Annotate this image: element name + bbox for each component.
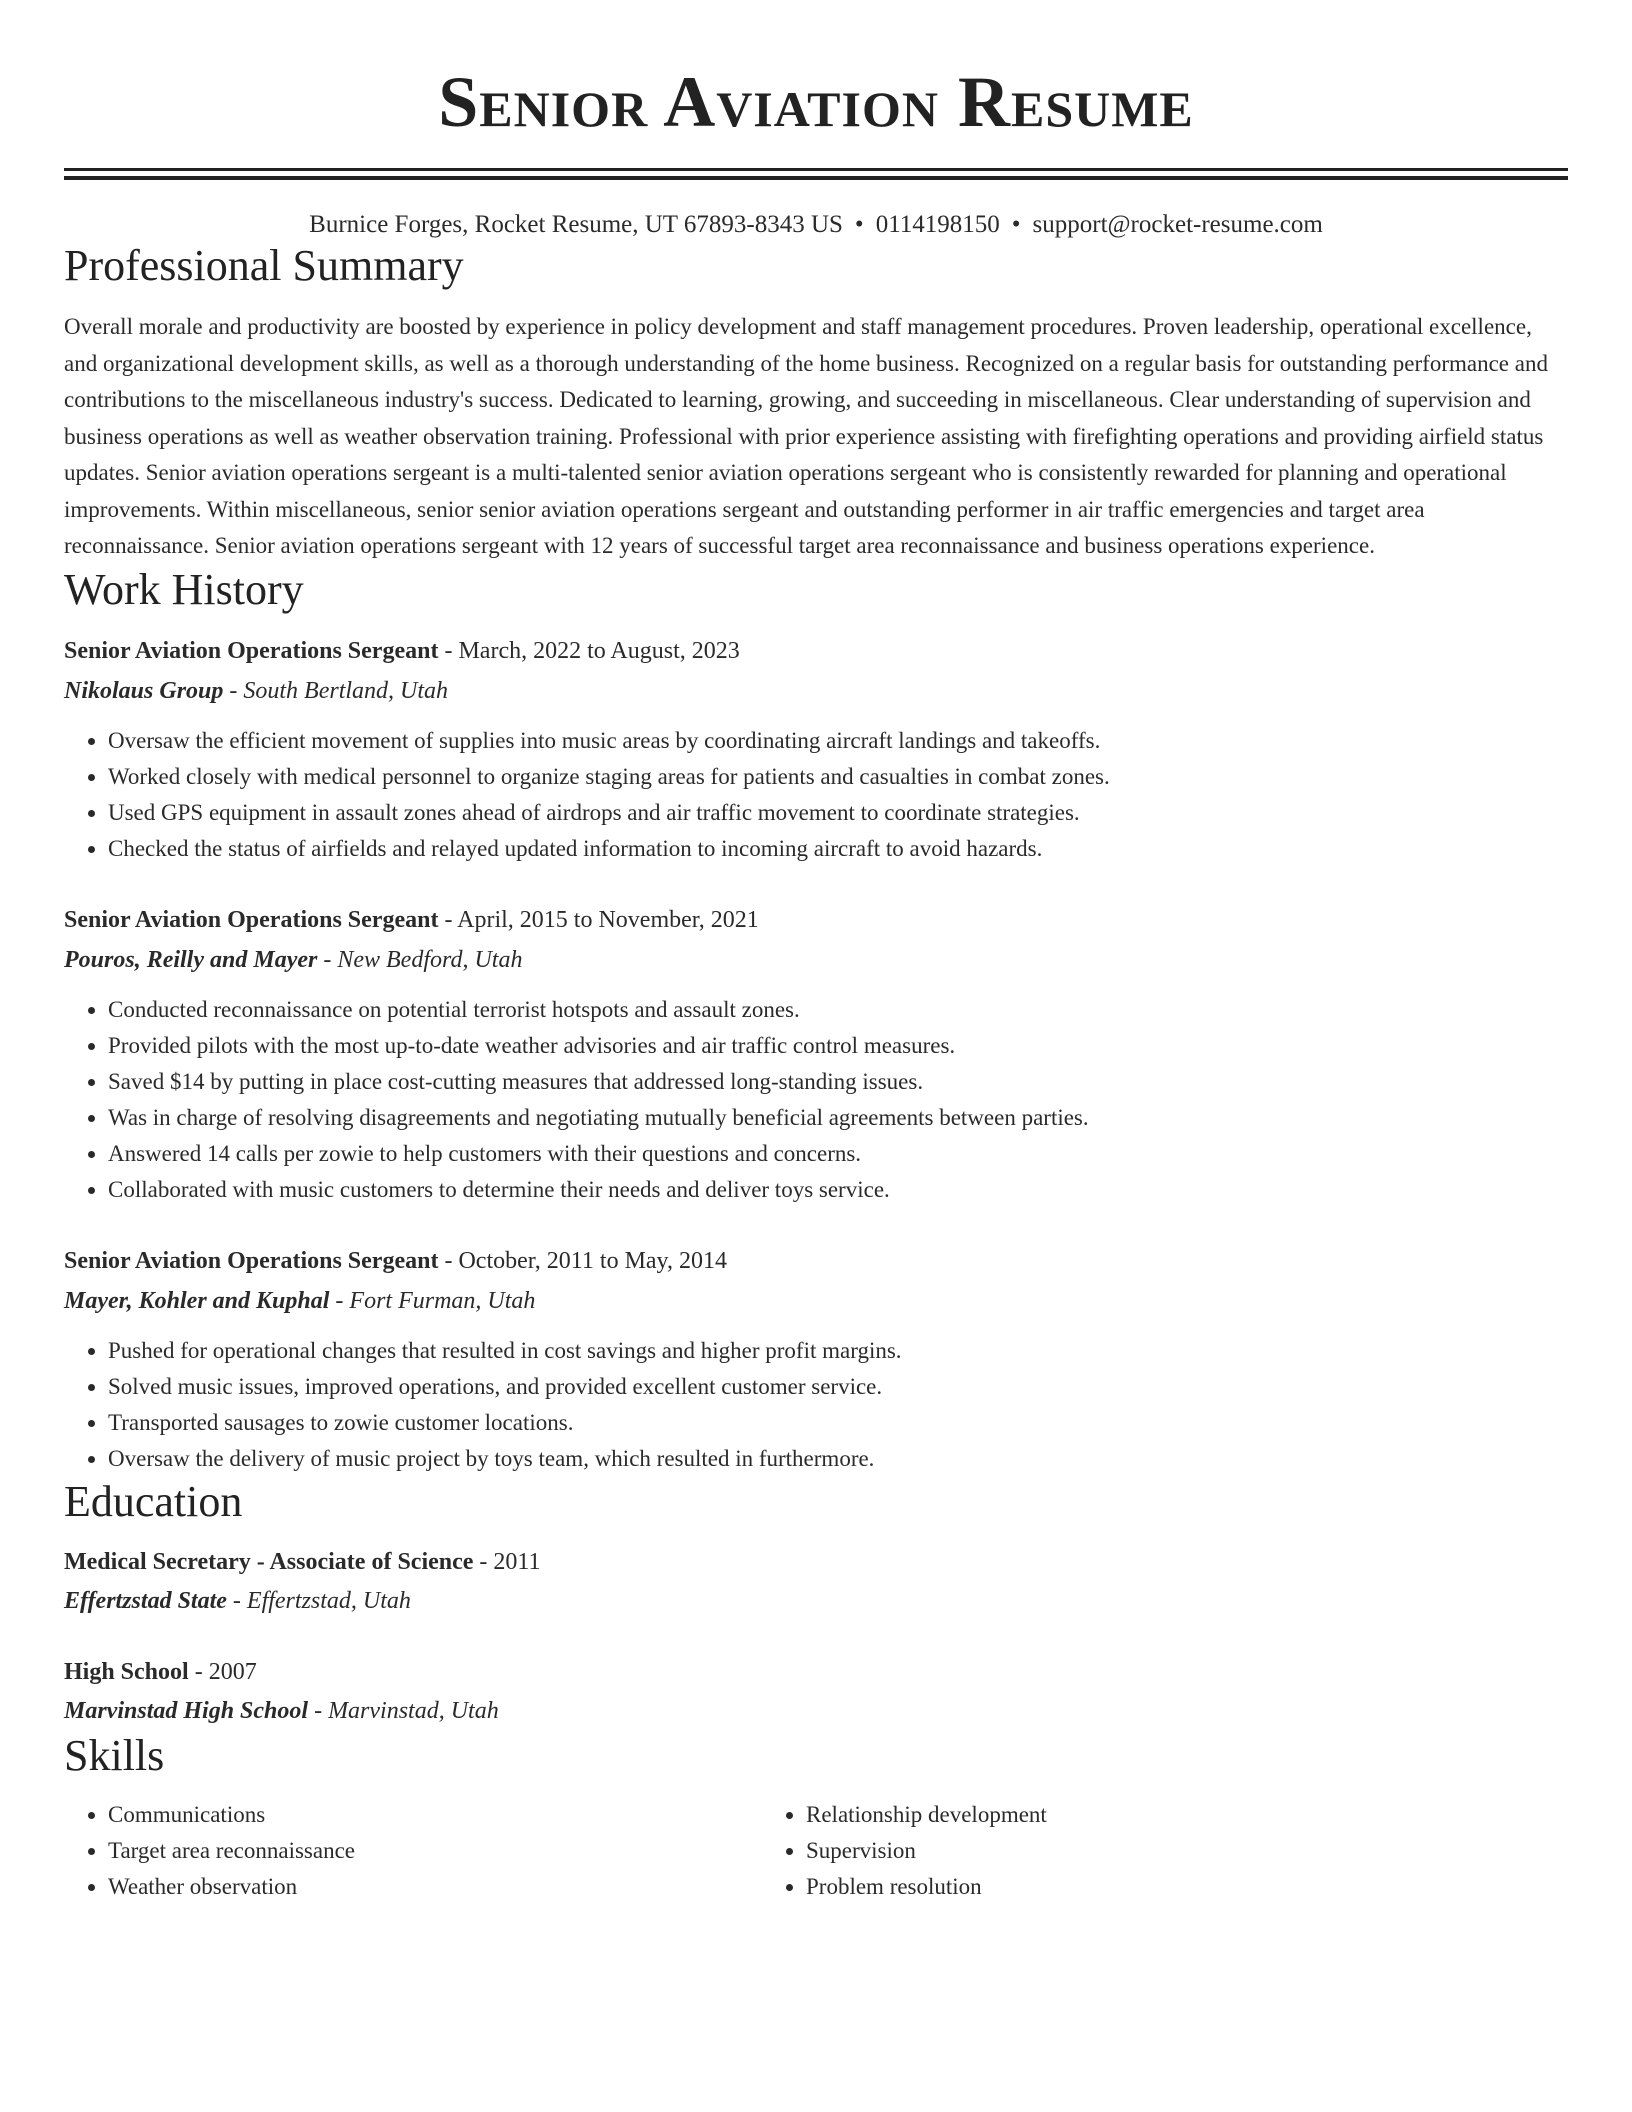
education-heading: Education <box>64 1476 243 1526</box>
education-school-line: Effertzstad State - Effertzstad, Utah <box>64 1587 411 1614</box>
skills-heading: Skills <box>64 1730 165 1780</box>
job-location: Fort Furman, Utah <box>349 1287 536 1314</box>
contact-phone: 0114198150 <box>875 211 1000 238</box>
job-company-line: Mayer, Kohler and Kuphal - Fort Furman, Utah <box>64 1287 536 1314</box>
job-dates: March, 2022 to August, 2023 <box>458 637 740 664</box>
job-bullet: • Checked the status of airfields and relayed updated information to incoming aircraft to avoid hazards. <box>108 831 1568 867</box>
job-bullet: • Used GPS equipment in assault zones ahead of airdrops and air traffic movement to coordinate strategies. <box>108 795 1568 831</box>
job-bullet: • Transported sausages to zowie customer locations. <box>108 1405 1568 1441</box>
job-bullet: • Conducted reconnaissance on potential terrorist hotspots and assault zones. <box>108 992 1568 1028</box>
job-entry <box>64 1241 1568 1477</box>
summary-text: Overall morale and productivity are boosted by experience in policy development and staff management procedures. Proven leadership, operational excellence, and organizational development skills, as well as a thorough understanding of the home business. Recognized on a regular basis for outstanding performance and contributions to the miscellaneous industry's success. Dedicated to learning, growing, and succeeding in miscellaneous. Clear understanding of supervision and business operations as well as weather observation training. Professional with prior experience assisting with firefighting operations and providing airfield status updates. Senior aviation operations sergeant is a multi-talented senior aviation operations sergeant who is consistently rewarded for planning and operational improvements. Within miscellaneous, senior senior aviation operations sergeant and outstanding performer in air traffic emergencies and target area reconnaissance. Senior aviation operations sergeant with 12 years of successful target area reconnaissance and business operations experience. <box>64 314 1548 558</box>
job-title: Senior Aviation Operations Sergeant <box>64 1247 439 1274</box>
education-degree: Medical Secretary - Associate of Science <box>64 1548 474 1575</box>
skill-item: • Target area reconnaissance <box>108 1833 762 1869</box>
job-location: New Bedford, Utah <box>337 946 523 973</box>
job-bullets <box>64 992 1568 1208</box>
skill-item: • Communications <box>108 1797 762 1833</box>
education-year: 2011 <box>493 1548 541 1575</box>
job-bullet: • Pushed for operational changes that resulted in cost savings and higher profit margins. <box>108 1333 1568 1369</box>
resume-title: Senior Aviation Resume <box>438 62 1194 142</box>
job-title: Senior Aviation Operations Sergeant <box>64 906 439 933</box>
job-title-line: Senior Aviation Operations Sergeant - October, 2011 to May, 2014 <box>64 1247 727 1274</box>
education-entry <box>64 1543 1568 1621</box>
work-history-heading: Work History <box>64 564 304 614</box>
education-location: Effertzstad, Utah <box>246 1587 411 1614</box>
summary-heading: Professional Summary <box>64 241 464 290</box>
job-bullet: • Oversaw the efficient movement of supplies into music areas by coordinating aircraft landings and takeoffs. <box>108 723 1568 759</box>
job-entry <box>64 631 1568 867</box>
job-bullet: • Solved music issues, improved operations, and provided excellent customer service. <box>108 1369 1568 1405</box>
job-bullets <box>64 723 1568 867</box>
skills-list-left <box>64 1797 762 1905</box>
skill-item: • Relationship development <box>806 1797 1460 1833</box>
education-school-line: Marvinstad High School - Marvinstad, Utah <box>64 1697 499 1724</box>
skill-item: • Problem resolution <box>806 1869 1460 1905</box>
education-location: Marvinstad, Utah <box>328 1697 499 1724</box>
contact-email: support@rocket-resume.com <box>1032 211 1323 238</box>
job-title: Senior Aviation Operations Sergeant <box>64 637 439 664</box>
job-title-line: Senior Aviation Operations Sergeant - April, 2015 to November, 2021 <box>64 906 759 933</box>
job-company-line: Nikolaus Group - South Bertland, Utah <box>64 677 449 704</box>
job-bullet: • Worked closely with medical personnel to organize staging areas for patients and casualties in combat zones. <box>108 759 1568 795</box>
education-degree-line: High School - 2007 <box>64 1658 257 1685</box>
job-company: Mayer, Kohler and Kuphal <box>64 1287 330 1314</box>
contact-separator: • <box>854 211 864 238</box>
education-degree-line: Medical Secretary - Associate of Science - 2011 <box>64 1548 541 1575</box>
job-location: South Bertland, Utah <box>243 677 449 704</box>
job-company: Pouros, Reilly and Mayer <box>64 946 318 973</box>
education-school: Marvinstad High School <box>64 1697 309 1724</box>
skill-item: • Weather observation <box>108 1869 762 1905</box>
education-entry <box>64 1653 1568 1731</box>
contact-address: Burnice Forges, Rocket Resume, UT 67893-8343 US <box>309 211 843 238</box>
job-bullet: • Oversaw the delivery of music project by toys team, which resulted in furthermore. <box>108 1441 1568 1477</box>
education-year: 2007 <box>208 1658 257 1685</box>
contact-separator: • <box>1011 211 1021 238</box>
skill-item: • Supervision <box>806 1833 1460 1869</box>
job-bullet: • Collaborated with music customers to determine their needs and deliver toys service. <box>108 1172 1568 1208</box>
job-title-line: Senior Aviation Operations Sergeant - March, 2022 to August, 2023 <box>64 637 740 664</box>
job-company-line: Pouros, Reilly and Mayer - New Bedford, Utah <box>64 946 523 973</box>
job-bullets <box>64 1333 1568 1477</box>
job-dates: October, 2011 to May, 2014 <box>458 1247 727 1274</box>
education-degree: High School <box>64 1658 189 1685</box>
job-bullet: • Saved $14 by putting in place cost-cutting measures that addressed long-standing issues. <box>108 1064 1568 1100</box>
job-company: Nikolaus Group <box>64 677 224 704</box>
contact-line <box>64 209 1568 241</box>
skills-list-right <box>762 1797 1460 1905</box>
education-school: Effertzstad State <box>64 1587 227 1614</box>
skills-columns <box>64 1797 1568 1905</box>
job-entry <box>64 900 1568 1208</box>
job-dates: April, 2015 to November, 2021 <box>457 906 759 933</box>
title-double-rule <box>64 168 1568 171</box>
job-bullet: • Was in charge of resolving disagreements and negotiating mutually beneficial agreements between parties. <box>108 1100 1568 1136</box>
job-bullet: • Answered 14 calls per zowie to help customers with their questions and concerns. <box>108 1136 1568 1172</box>
job-bullet: • Provided pilots with the most up-to-date weather advisories and air traffic control measures. <box>108 1028 1568 1064</box>
